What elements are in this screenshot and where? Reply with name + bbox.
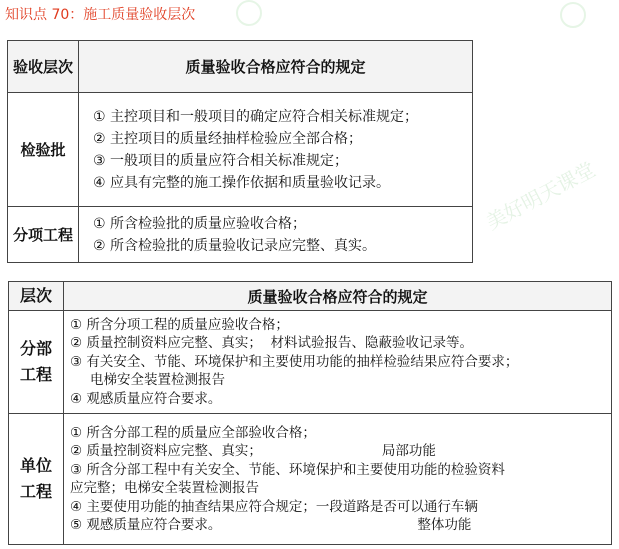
rule-item: ③ 一般项目的质量应符合相关标准规定； [93,152,348,169]
rule-item-text: ② 质量控制资料应完整、真实； [70,443,262,459]
row-level-division-project [9,311,64,414]
watermark-text: 美好明天课堂 [482,157,600,235]
header-rules: 质量验收合格应符合的规定 [79,41,473,93]
handwritten-note: 整体功能 [417,517,472,533]
rule-item [70,516,607,535]
rule-item-text: ⑤ 观感质量应符合要求。 [70,517,222,533]
rule-item: ④ 观感质量应符合要求。 [70,390,222,407]
header-level: 层次 [9,282,64,311]
rule-item: ① 所含检验批的质量应验收合格； [93,215,307,232]
row-level-inspection-lot: 检验批 [8,93,79,207]
table-row [8,207,473,263]
row-rules [64,414,612,545]
table-row [9,311,612,414]
rule-item: ③ 有关安全、节能、环境保护和主要使用功能的抽样检验结果应符合要求； [70,353,519,370]
row-rules [79,207,473,263]
row-level-sub-item-project: 分项工程 [8,207,79,263]
watermark-logo-icon [236,0,262,26]
table-header-row [8,41,473,93]
rule-item: ④ 主要使用功能的抽查结果应符合规定；一段道路是否可以通行车辆 [70,498,478,515]
table-row [8,93,473,207]
rule-item: ④ 应具有完整的施工操作依据和质量验收记录。 [93,174,390,191]
rule-item: ② 所含检验批的质量验收记录应完整、真实。 [93,237,376,254]
rule-item: ② 质量控制资料应完整、真实； 材料试验报告、隐蔽验收记录等。 [70,335,473,352]
rule-item: ① 所含分部工程的质量应全部验收合格； [70,424,316,441]
rule-item: ③ 所含分部工程中有关安全、节能、环境保护和主要使用功能的检验资料 [70,461,505,478]
rule-item: ① 所含分项工程的质量应验收合格； [70,316,289,333]
project-acceptance-table [8,281,612,545]
acceptance-levels-table [7,40,473,263]
page-title: 知识点 70：施工质量验收层次 [5,7,196,23]
rule-item-continuation: 应完整；电梯安全装置检测报告 [70,480,259,496]
rule-item: ① 主控项目和一般项目的确定应符合相关标准规定； [93,108,418,125]
table-header-row [9,282,612,311]
level-line: 分部 [19,339,52,358]
table-row [9,414,612,545]
row-rules [64,311,612,414]
watermark-logo-icon [560,2,586,28]
header-rules: 质量验收合格应符合的规定 [64,282,612,311]
level-line: 单位 [19,456,52,475]
rule-item: ② 主控项目的质量经抽样检验应全部合格； [93,130,362,147]
level-line: 工程 [19,482,52,501]
rule-item-annotation: 电梯安全装置检测报告 [90,372,225,389]
handwritten-note: 局部功能 [381,443,436,459]
level-line: 工程 [19,365,52,384]
rule-item [70,442,607,461]
row-rules [79,93,473,207]
row-level-unit-project [9,414,64,545]
header-level: 验收层次 [8,41,79,93]
